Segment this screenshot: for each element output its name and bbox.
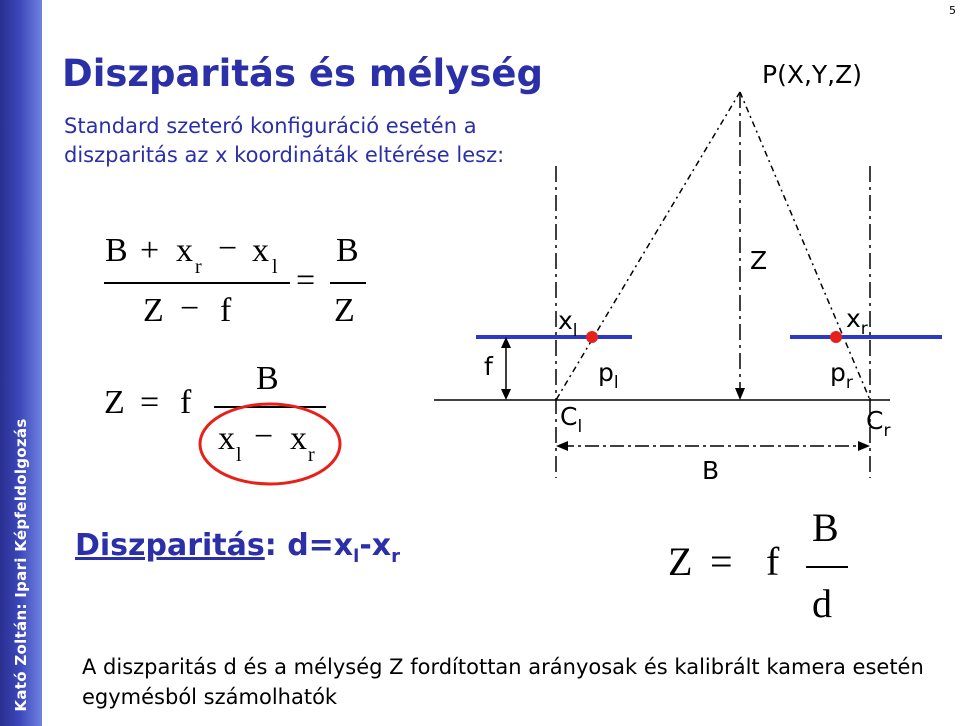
eq3-Z: Z [668,539,693,584]
disparity-definition: Diszparitás: $d=x_l-x_r$ [75,528,401,567]
eq2-equals: = [140,384,160,421]
right-camera-center-label: $C_r$ [866,406,891,441]
eq3-B: B [812,505,839,550]
baseline-arrow-left [556,441,568,451]
focal-arrow-head-bottom [501,389,511,400]
left-principal-point-label: $p_l$ [598,358,619,393]
eq2-minus: − [254,418,274,455]
eq1-Z: Z [143,292,164,329]
eq3-fraction-bar [806,566,848,568]
eq3-d: d [812,581,832,626]
depth-arrow-head [735,388,745,400]
eq1-x2: x [252,232,269,269]
world-point-label: P(X,Y,Z) [762,60,862,89]
author-course-label: Kató Zoltán: Ipari Képfeldolgozás [12,418,30,712]
eq1-numerator-B: B [105,232,128,269]
focal-length-label: f [484,352,493,381]
eq2-f: f [180,384,192,421]
left-ray [556,92,740,400]
intro-text: Standard szeteró konfiguráció esetén a diszparitás az x koordináták eltérése lesz: [64,114,505,167]
eq1-rhs-B: B [336,232,359,269]
eq2-sub-l: l [236,444,242,466]
eq1-f: f [220,292,232,329]
right-projection-dot [830,331,842,343]
eq3-equals: = [710,539,733,584]
eq2-sub-r: r [308,444,315,466]
left-image-coord-label: $x_l$ [558,306,578,341]
left-camera-center-label: $C_l$ [560,402,583,437]
highlight-circle [200,404,340,484]
eq1-rhs-Z: Z [334,292,355,329]
baseline-arrow-right [858,441,870,451]
eq2-Z: Z [104,384,125,421]
conclusion-text: A diszparitás d és a mélység Z fordítottan arányosak és kalibrált kamera esetén egymésból számolhatók [82,655,924,709]
eq1-sub-r: r [195,256,202,278]
right-image-coord-label: $x_r$ [846,304,868,339]
baseline-label: B [702,456,720,485]
eq3-f: f [766,539,780,584]
eq1-equals: = [296,262,316,299]
eq2-B: B [256,360,279,397]
eq1-x: x [176,232,193,269]
eq2-x2: x [290,420,307,457]
eq1-sub-l: l [272,256,278,278]
eq2-x: x [218,420,235,457]
eq1-minus: − [218,230,238,267]
slide-number: 5 [949,4,956,17]
right-principal-point-label: $p_r$ [830,358,853,393]
left-projection-dot [586,331,598,343]
slide-title: Diszparitás és mélység [62,52,543,95]
eq1-minus2: − [180,290,200,327]
depth-label: Z [750,246,768,275]
eq1-plus: + [140,232,160,269]
